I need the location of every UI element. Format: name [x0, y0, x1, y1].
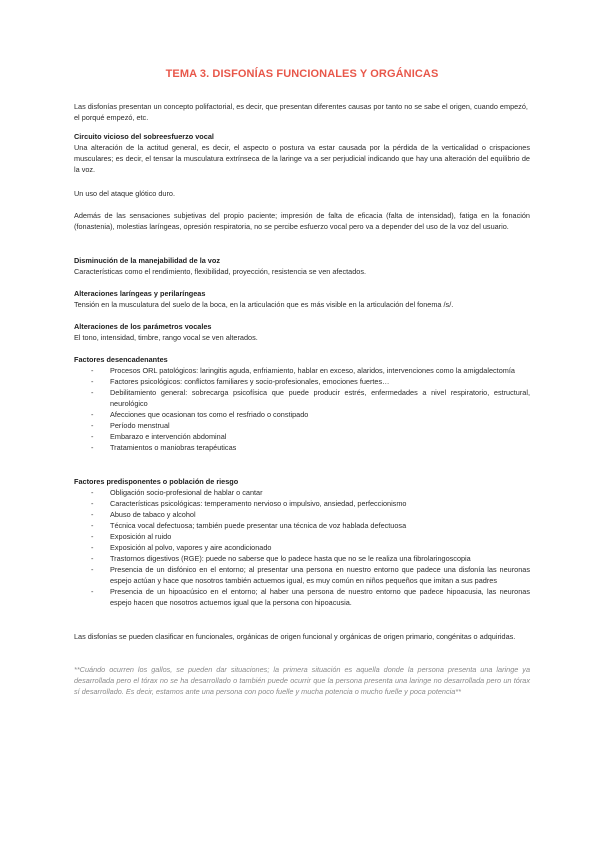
manageability-text: Características como el rendimiento, flexibilidad, proyección, resistencia se ven afectados. [74, 267, 367, 276]
laryngeal-text: Tensión en la musculatura del suelo de la boca, en la articulación que es más visible en la articulación del fonema /s/. [74, 300, 454, 309]
page-title: TEMA 3. DISFONÍAS FUNCIONALES Y ORGÁNICAS [165, 68, 439, 80]
laryngeal-heading: Alteraciones laríngeas y perilaríngeas [74, 289, 206, 298]
laryngeal-section [74, 288, 530, 310]
manageability-section [74, 255, 530, 277]
parameters-text: El tono, intensidad, timbre, rango vocal se ven alterados. [74, 333, 258, 342]
glottic-paragraph: Un uso del ataque glótico duro. [74, 189, 176, 198]
list-item: - Exposición al ruido [74, 531, 530, 542]
classification-paragraph: Las disfonías se pueden clasificar en funcionales, orgánicas de origen funcional y orgánicas de origen primario, congénitas o adquiridas. [74, 632, 516, 641]
sensations-paragraph: Además de las sensaciones subjetivas del propio paciente; impresión de falta de eficacia (falta de intensidad), fatiga en la fonación (fonastenia), molestias laríngeas, opresión respiratoria, no se percibe esfuerzo vocal pero va a depender del uso de la voz del usuario. [74, 211, 530, 231]
list-item: - Embarazo e intervención abdominal [74, 431, 530, 442]
list-item: - Procesos ORL patológicos: laringitis aguda, enfriamiento, hablar en exceso, alaridos, intervenciones como la amigdalectomía [74, 365, 530, 376]
list-item: - Exposición al polvo, vapores y aire acondicionado [74, 542, 530, 553]
list-item: - Período menstrual [74, 420, 530, 431]
list-item: - Factores psicológicos: conflictos familiares y socio-profesionales, emociones fuertes… [74, 376, 530, 387]
note-paragraph: **Cuándo ocurren los gallos, se pueden dar situaciones; la primera situación es aquella donde la persona presenta una laringe ya desarrollada pero el tórax no se ha desarrollado o también puede ocurrir que la persona presenta una laringe no desarrollada pero un tórax sí desarrollado. Es decir, estamos ante una persona con poco fuelle y mucha potencia o mucho fuelle y poca potencia** [74, 665, 530, 696]
list-item: - Características psicológicas: temperamento nervioso o impulsivo, ansiedad, perfeccionismo [74, 498, 530, 509]
parameters-section [74, 321, 530, 343]
list-item: - Trastornos digestivos (RGE): puede no saberse que lo padece hasta que no se le realiza una fibrolaringoscopia [74, 553, 530, 564]
circuit-section [74, 131, 530, 175]
predisposing-list [74, 487, 530, 608]
list-item: - Técnica vocal defectuosa; también puede presentar una técnica de voz hablada defectuosa [74, 520, 530, 531]
list-item: - Tratamientos o maniobras terapéuticas [74, 442, 530, 453]
circuit-heading: Circuito vicioso del sobreesfuerzo vocal [74, 132, 214, 141]
list-item: - Debilitamiento general: sobrecarga psicofísica que puede producir estrés, enfermedades a nivel respiratorio, estructural, neurológico [74, 387, 530, 409]
predisposing-heading: Factores predisponentes o población de riesgo [74, 477, 239, 486]
list-item: - Presencia de un hipoacúsico en el entorno; al haber una persona de nuestro entorno que padece hipoacusia, las neuronas espejo hacen que nosotros actuemos igual que la persona con hipoacusia. [74, 586, 530, 608]
triggers-section [74, 354, 530, 453]
intro-paragraph: Las disfonías presentan un concepto polifactorial, es decir, que presentan diferentes causas por tanto no se sabe el origen, cuando empezó, el porqué empezó, etc. [74, 102, 528, 122]
circuit-text: Una alteración de la actitud general, es decir, el aspecto o postura va estar causada por la pérdida de la verticalidad o crispaciones musculares; es decir, el tensar la musculatura extrínseca de la laringe va a ser perjudicial indicando que hay una alteración del equilibrio de la voz. [74, 143, 530, 174]
parameters-heading: Alteraciones de los parámetros vocales [74, 322, 212, 331]
triggers-list [74, 365, 530, 453]
predisposing-section [74, 476, 530, 608]
triggers-heading: Factores desencadenantes [74, 355, 168, 364]
list-item: - Obligación socio-profesional de hablar o cantar [74, 487, 530, 498]
list-item: - Presencia de un disfónico en el entorno; al presentar una persona en nuestro entorno que padece una disfonía las neuronas espejo actúan y hace que nosotros también actuemos igual, es muy común en niños pequeños que imitan a sus padres [74, 564, 530, 586]
manageability-heading: Disminución de la manejabilidad de la voz [74, 256, 220, 265]
list-item: - Afecciones que ocasionan tos como el resfriado o constipado [74, 409, 530, 420]
list-item: - Abuso de tabaco y alcohol [74, 509, 530, 520]
